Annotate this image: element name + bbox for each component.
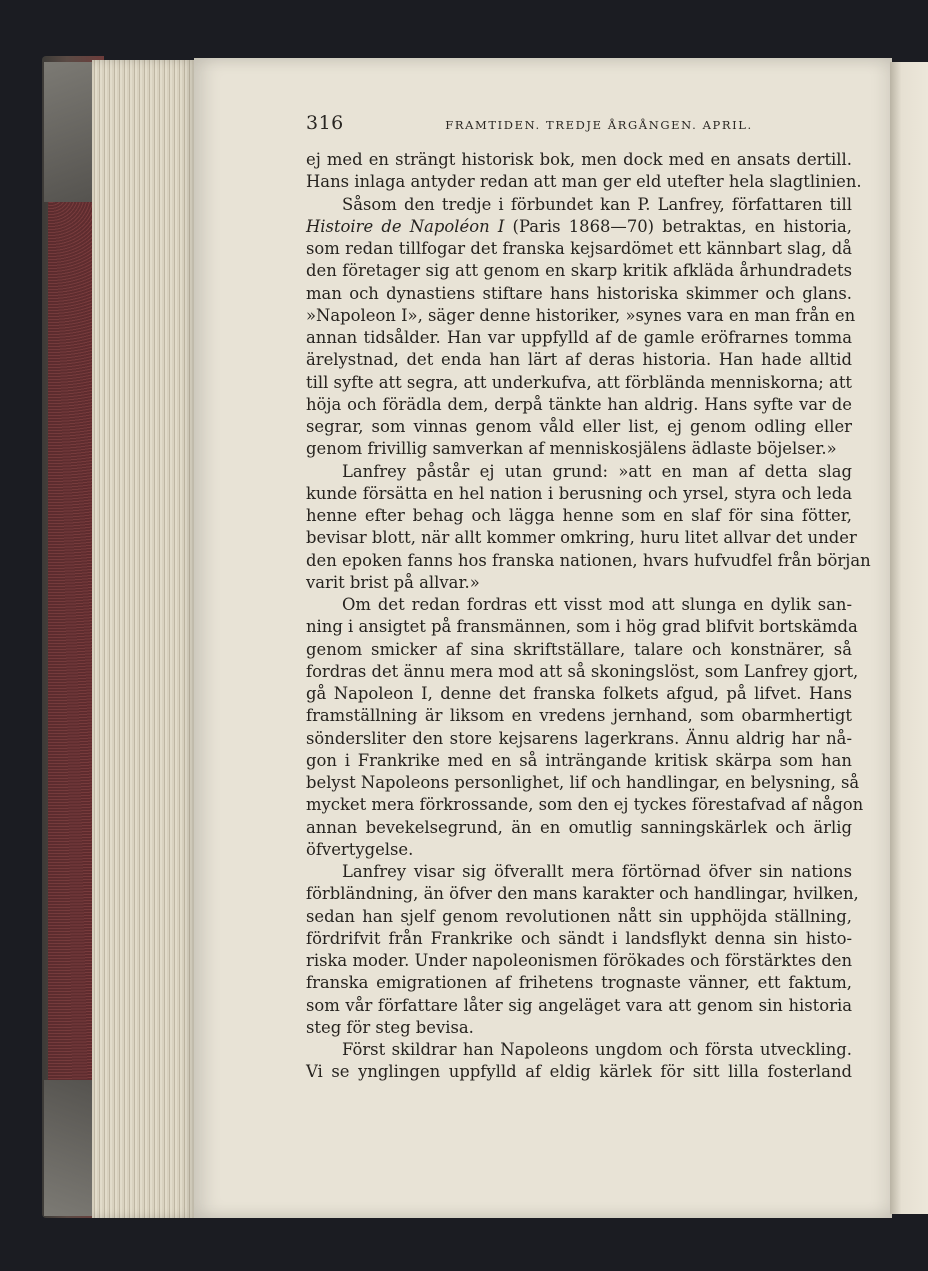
text-line bbox=[306, 216, 852, 238]
text-line: riska moder. Under napoleonismen förökades och förstärktes den bbox=[306, 951, 852, 970]
text-line: Lanfrey påstår ej utan grund: »att en man af detta slag bbox=[342, 461, 852, 481]
cover-corner-bottom bbox=[44, 1080, 94, 1216]
text-line: genom smicker af sina skriftställare, talare och konstnärer, så bbox=[306, 639, 852, 659]
text-line: framställning är liksom en vredens jernhand, som obarmhertigt bbox=[306, 706, 852, 726]
text-line: ärelystnad, det enda han lärt af deras historia. Han hade alltid bbox=[306, 350, 852, 370]
text-line: man och dynastiens stiftare hans historiska skimmer och glans. bbox=[306, 283, 852, 303]
text-line-rest: (Paris 1868—70) betraktas, en historia, bbox=[504, 216, 852, 236]
text-line: öfvertygelse. bbox=[306, 839, 414, 859]
text-line: förbländning, än öfver den mans karakter och handlingar, hvilken, bbox=[306, 884, 859, 904]
text-line: fordras det ännu mera mod att så skoningslöst, som Lanfrey gjort, bbox=[306, 661, 859, 681]
running-head: FRAMTIDEN. TREDJE ÅRGÅNGEN. APRIL. bbox=[445, 118, 753, 132]
text-line: henne efter behag och lägga henne som en slaf för sina fötter, bbox=[306, 506, 852, 525]
text-line: söndersliter den store kejsarens lagerkrans. Ännu aldrig har nå- bbox=[306, 728, 852, 748]
text-line: annan bevekelsegrund, än en omutlig sanningskärlek och ärlig bbox=[306, 817, 852, 837]
text-line: franska emigrationen af frihetens trognaste vänner, ett faktum, bbox=[306, 973, 852, 993]
text-line: sedan han sjelf genom revolutionen nått sin upphöjda ställning, bbox=[306, 906, 852, 926]
body-text bbox=[306, 149, 871, 1084]
text-line: den epoken fanns hos franska nationen, hvars hufvudfel från början bbox=[306, 550, 871, 570]
text-line: Såsom den tredje i förbundet kan P. Lanfrey, författaren till bbox=[342, 194, 852, 214]
page-number: 316 bbox=[306, 112, 344, 134]
text-line: den företager sig att genom en skarp kritik afkläda århundradets bbox=[306, 261, 852, 281]
italic-title: Histoire de Napoléon I bbox=[306, 216, 505, 236]
text-line: varit brist på allvar.» bbox=[306, 572, 480, 592]
next-page-edge bbox=[890, 62, 928, 1214]
text-line: som vår författare låter sig angeläget vara att genom sin historia bbox=[306, 995, 852, 1015]
text-line: belyst Napoleons personlighet, lif och handlingar, en belysning, så bbox=[306, 773, 860, 792]
text-line: mycket mera förkrossande, som den ej tyckes förestafvad af någon bbox=[306, 795, 864, 815]
text-line: Först skildrar han Napoleons ungdom och första utveckling. bbox=[342, 1040, 852, 1059]
text-line: höja och förädla dem, derpå tänkte han aldrig. Hans syfte var de bbox=[306, 394, 852, 414]
text-line: steg för steg bevisa. bbox=[306, 1017, 474, 1037]
text-line: kunde försätta en hel nation i berusning och yrsel, styra och leda bbox=[306, 483, 852, 503]
text-line: gå Napoleon I, denne det franska folkets afgud, på lifvet. Hans bbox=[306, 684, 852, 703]
text-line: till syfte att segra, att underkufva, att förblända menniskorna; att bbox=[306, 372, 852, 392]
text-line: segrar, som vinnas genom våld eller list, ej genom odling eller bbox=[306, 417, 852, 436]
text-line: bevisar blott, när allt kommer omkring, huru litet allvar det under bbox=[306, 528, 857, 548]
text-line: annan tidsålder. Han var uppfylld af de gamle eröfrarnes tomma bbox=[306, 328, 852, 347]
text-line: Lanfrey visar sig öfverallt mera förtörnad öfver sin nations bbox=[342, 862, 852, 881]
text-line: gon i Frankrike med en så inträngande kritisk skärpa som han bbox=[306, 750, 852, 770]
text-line: Hans inlaga antyder redan att man ger eld utefter hela slagtlinien. bbox=[306, 172, 862, 192]
text-line: Om det redan fordras ett visst mod att slunga en dylik san- bbox=[342, 595, 852, 614]
page-edges bbox=[92, 60, 196, 1218]
text-line: ej med en strängt historisk bok, men dock med en ansats dertill. bbox=[306, 150, 852, 169]
text-line: fördrifvit från Frankrike och sändt i landsflykt denna sin histo- bbox=[306, 928, 852, 948]
text-line: genom frivillig samverkan af menniskosjälens ädlaste böjelser.» bbox=[306, 439, 837, 459]
page-header bbox=[306, 112, 852, 138]
cover-leather-texture bbox=[48, 190, 94, 1090]
text-line: som redan tillfogar det franska kejsardömet ett kännbart slag, då bbox=[306, 239, 852, 258]
text-line: ning i ansigtet på fransmännen, som i hög grad blifvit bortskämda bbox=[306, 617, 858, 637]
cover-corner-top bbox=[44, 62, 94, 202]
text-line: »Napoleon I», säger denne historiker, »synes vara en man från en bbox=[306, 305, 856, 325]
text-line: Vi se ynglingen uppfylld af eldig kärlek för sitt lilla fosterland bbox=[306, 1062, 852, 1082]
